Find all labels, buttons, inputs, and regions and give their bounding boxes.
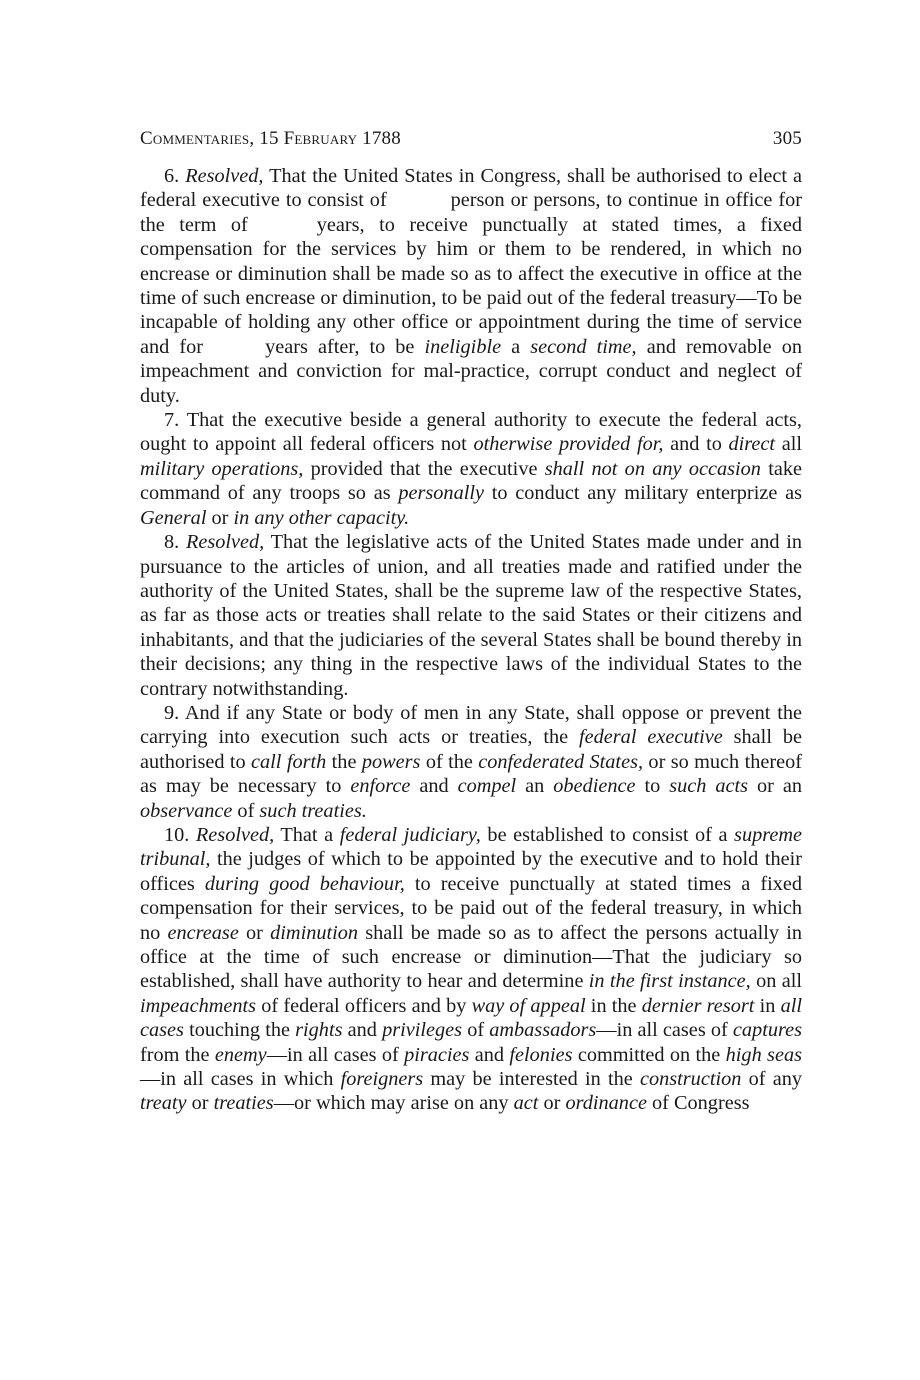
text-run: of federal officers and by [256, 994, 472, 1017]
text-run: the judges of which to be appointed by the executive and to hold their offices [140, 848, 802, 895]
italic-text: call forth [251, 750, 327, 773]
text-run: —in all cases of [596, 1019, 733, 1042]
italic-text: ordinance [565, 1092, 647, 1115]
text-run: shall be authorised to [140, 726, 802, 773]
italic-text: otherwise provided for, [473, 433, 664, 456]
document-page [140, 128, 802, 1116]
italic-text: supreme tribunal, [140, 823, 803, 871]
italic-text: ineligible [424, 335, 502, 358]
text-run: That a [274, 823, 340, 846]
text-run: 7. That the executive beside a general authority to execute the federal acts, ought to appoint all federal officers not [140, 409, 802, 456]
italic-text: high seas [725, 1043, 802, 1066]
italic-text: foreigners [340, 1068, 424, 1091]
italic-text: Resolved, [185, 165, 264, 187]
italic-text: second time, [530, 335, 637, 358]
text-run: from the [140, 1043, 215, 1066]
text-run: touching the [183, 1019, 296, 1042]
paragraph-8 [140, 530, 802, 701]
italic-text: enemy [214, 1043, 267, 1066]
italic-text: direct [728, 433, 776, 456]
text-run: —in all cases of [266, 1043, 405, 1066]
italic-text: dernier resort [641, 994, 755, 1017]
text-run: and to [663, 433, 729, 456]
italic-text: compel [457, 775, 517, 798]
text-run: of the [420, 750, 479, 773]
text-run: or [538, 1092, 566, 1115]
text-run: or so much thereof as may be necessary to [140, 750, 802, 798]
italic-text: in the first instance, [588, 970, 751, 993]
text-run: That the legislative acts of the United States made under and in pursuance to the articles of union, and all treaties made and ratified under the authority of the United States, shall be the supreme law of the respective States, as far as those acts or treaties shall relate to the said States or their citizens and inhabitants, and that the judiciaries of the several States shall be bound thereby in their decisions; any thing in the respective laws of the individual States to the contrary notwithstanding. [140, 531, 803, 700]
text-run: provided that the executive [303, 457, 545, 480]
text-run: take command of any troops so as [140, 457, 802, 505]
text-run: 8. [164, 531, 186, 554]
paragraph-9 [140, 701, 802, 823]
italic-text: such acts [669, 775, 748, 798]
italic-text: military operations, [140, 457, 304, 480]
italic-text: in any other capacity. [233, 506, 410, 529]
text-run: the [326, 750, 362, 773]
text-run: shall be made so as to affect the persons actually in office at the time of such encrease or diminution—That the judiciary so established, shall have authority to hear and determine [140, 921, 802, 993]
text-run: committed on the [572, 1043, 726, 1066]
text-run: of any [741, 1068, 802, 1091]
paragraph-6 [140, 164, 802, 408]
text-run: 6. [164, 165, 186, 187]
italic-text: obedience [553, 775, 636, 798]
italic-text: act [513, 1092, 539, 1115]
text-run: and removable on impeachment and conviction for mal-practice, corrupt conduct and neglect of duty. [140, 335, 802, 407]
italic-text: captures [732, 1019, 802, 1042]
text-run: in [754, 994, 781, 1017]
running-header [140, 128, 802, 150]
text-run: person or persons, to continue in office for the term of [140, 189, 803, 236]
text-run: or [238, 921, 271, 944]
text-run: to receive punctually at stated times a fixed compensation for their services, to be paid out of the federal treasury, in which no [140, 872, 802, 944]
text-run: on all [750, 970, 802, 993]
text-run: —or which may arise on any [273, 1092, 514, 1115]
text-run: or [186, 1092, 214, 1115]
text-run: and [342, 1019, 383, 1042]
italic-text: enforce [350, 775, 411, 798]
text-run: to conduct any military enterprize as [483, 482, 802, 505]
text-run: may be interested in the [423, 1068, 640, 1091]
italic-text: treaty [140, 1092, 187, 1115]
italic-text: privileges [382, 1019, 463, 1042]
italic-text: ambassadors [489, 1019, 597, 1042]
text-run: an [516, 775, 554, 798]
running-header-title: Commentaries, 15 February 1788 [140, 128, 401, 149]
italic-text: impeachments [140, 994, 257, 1017]
italic-text: personally [398, 482, 484, 505]
italic-text: confederated States, [478, 750, 644, 773]
italic-text: construction [639, 1068, 742, 1091]
text-run: 9. And if any State or body of men in any State, shall oppose or prevent the carrying into execution such acts or treaties, the [140, 701, 802, 749]
text-run: or [206, 506, 234, 529]
text-run: of [232, 799, 260, 822]
italic-text: during good behaviour, [204, 872, 405, 895]
paragraph-10 [140, 823, 802, 1116]
body-text [140, 164, 802, 1116]
italic-text: Resolved, [185, 531, 265, 554]
text-run: in the [585, 994, 642, 1017]
text-run: all [775, 433, 802, 456]
italic-text: powers [361, 750, 421, 773]
italic-text: Resolved, [195, 823, 275, 846]
text-run: or an [748, 775, 802, 798]
italic-text: such treaties. [259, 799, 367, 822]
italic-text: piracies [404, 1043, 470, 1066]
italic-text: all cases [140, 994, 802, 1042]
text-run: be established to consist of a [480, 823, 735, 846]
italic-text: federal executive [579, 726, 723, 749]
text-run: of [462, 1019, 490, 1042]
italic-text: felonies [509, 1043, 573, 1066]
italic-text: shall not on any occasion [544, 457, 761, 480]
italic-text: treaties [213, 1092, 274, 1115]
text-run: a [501, 335, 531, 358]
text-run: of Congress [646, 1092, 750, 1115]
italic-text: encrease [167, 921, 239, 944]
italic-text: General [140, 506, 207, 529]
italic-text: federal judiciary, [339, 823, 481, 846]
paragraph-7 [140, 408, 802, 530]
italic-text: diminution [270, 921, 359, 944]
italic-text: way of appeal [471, 994, 586, 1017]
text-run: and [410, 775, 458, 798]
text-run: —in all cases in which [140, 1068, 341, 1091]
text-run: years, to receive punctually at stated times, a fixed compensation for the services by him or them to be rendered, in which no encrease or diminution shall be made so as to affect the executive in office at the time of such encrease or diminution, to be paid out of the federal treasury—To be incapable of holding any other office or appointment during the time of service and for [140, 213, 802, 358]
text-run: 10. [164, 823, 196, 846]
page-number: 305 [772, 128, 802, 149]
italic-text: observance [140, 799, 233, 822]
text-run: to [635, 775, 670, 798]
text-run: years after, to be [255, 335, 425, 358]
text-run: and [469, 1043, 510, 1066]
italic-text: rights [295, 1019, 343, 1042]
text-run: That the United States in Congress, shall be authorised to elect a federal executive to consist of [140, 165, 803, 212]
